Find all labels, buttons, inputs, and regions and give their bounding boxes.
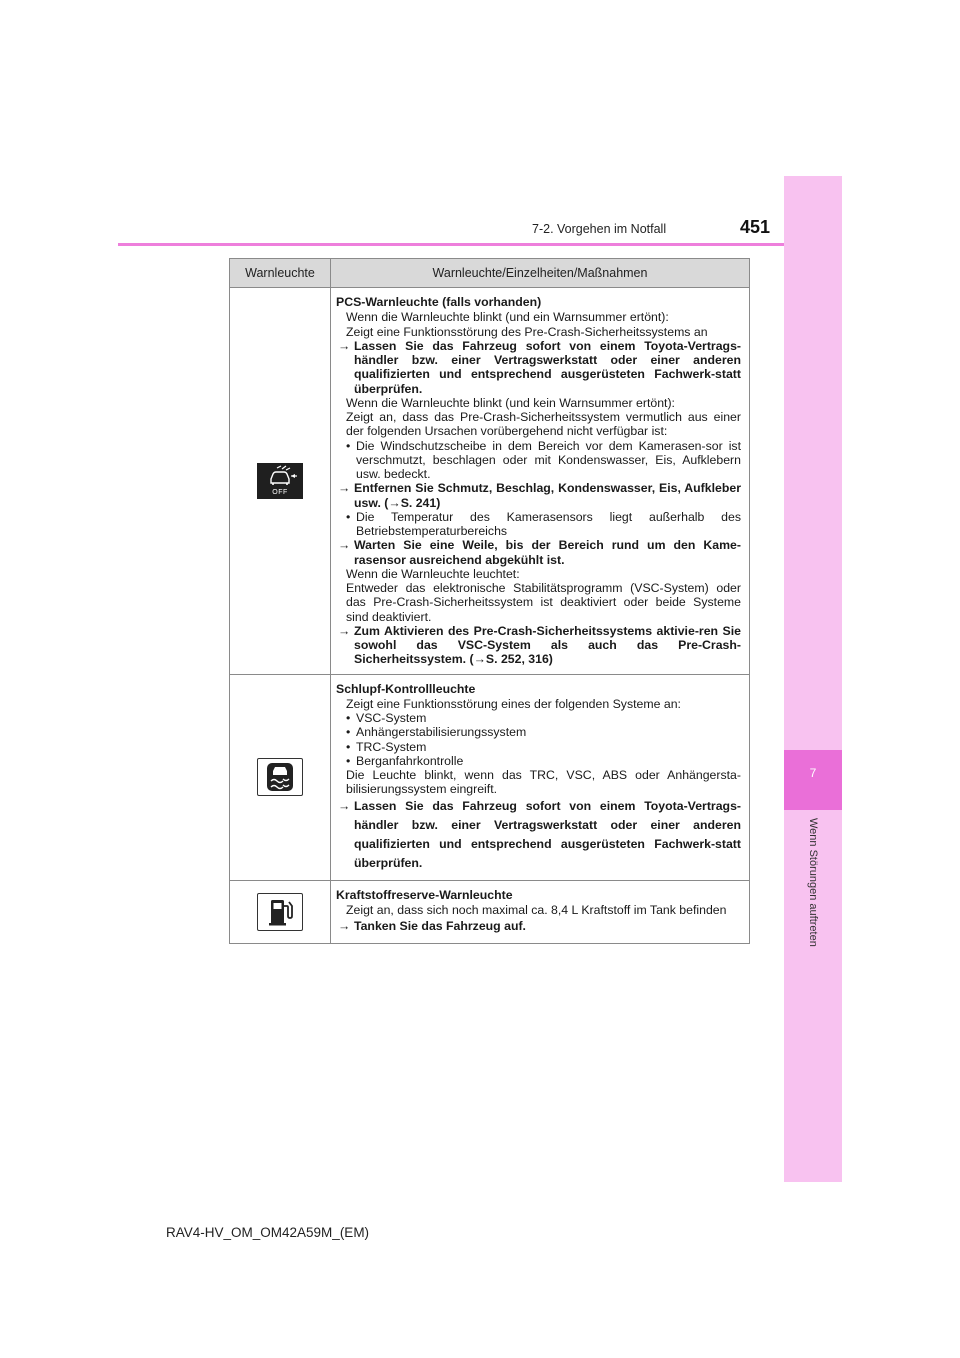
action-text-part: Zum Aktivieren des Pre-Crash-Sicherheitssystems aktivie-ren Sie sowohl das VSC-System als auch das Pre-Crash-Sicherheitssystem. ( bbox=[354, 623, 741, 667]
description-text: Zeigt an, dass sich noch maximal ca. 8,4 L Kraftstoff im Tank befinden bbox=[346, 902, 727, 917]
page-reference-link[interactable]: S. 252, 316) bbox=[485, 652, 553, 667]
table-row bbox=[230, 288, 750, 675]
system-bullet: • TRC-System bbox=[336, 740, 741, 754]
table-header-row bbox=[230, 259, 750, 288]
description-text: Zeigt an, dass das Pre-Crash-Sicherheitssystem vermutlich aus einer der folgenden Ursachen vorübergehend nicht verfügbar ist: bbox=[346, 410, 741, 439]
cause-bullet: • Die Temperatur des Kamerasensors liegt außerhalb des Betriebstemperaturbereichs bbox=[336, 510, 741, 539]
chapter-number-box bbox=[784, 750, 842, 810]
action-text: → Lassen Sie das Fahrzeug sofort von einem Toyota-Vertrags-händler bzw. einer Vertragswerkstatt oder einer anderen qualifizierten und entsprechend ausgerüsteten Fachwerk-statt überprüfen. bbox=[336, 797, 741, 873]
column-header-details: Warnleuchte/Einzelheiten/Maßnahmen bbox=[331, 259, 750, 288]
skid-indicator-icon bbox=[257, 758, 303, 796]
action-text: → Warten Sie eine Weile, bis der Bereich rund um den Kame-rasensor ausreichend abgekühlt ist. bbox=[336, 538, 741, 567]
cause-bullet: • Die Windschutzscheibe in dem Bereich vor dem Kamerasen-sor ist verschmutzt, beschlagen oder mit Kondenswasser, Eis, Aufklebern usw. bedeckt. bbox=[336, 439, 741, 482]
page-reference-link[interactable]: S. 241) bbox=[400, 495, 441, 510]
description-text: Zeigt eine Funktionsstörung des Pre-Crash-Sicherheitssystems an bbox=[346, 324, 708, 339]
row-title: Schlupf-Kontrollleuchte bbox=[336, 681, 476, 696]
condition-text: Wenn die Warnleuchte leuchtet: bbox=[346, 566, 520, 581]
chapter-number: 7 bbox=[809, 766, 817, 780]
action-text: → Zum Aktivieren des Pre-Crash-Sicherheitssystems aktivie-ren Sie sowohl das VSC-System als auch das Pre-Crash-Sicherheitssystem. (→S. 252, 316) bbox=[336, 624, 741, 667]
system-bullet: • Anhängerstabilisierungssystem bbox=[336, 725, 741, 739]
icon-cell bbox=[230, 880, 331, 944]
details-cell bbox=[331, 288, 750, 675]
chapter-side-tab bbox=[784, 176, 842, 1182]
action-text-part: Entfernen Sie Schmutz, Beschlag, Kondenswasser, Eis, Aufkleber usw. ( bbox=[354, 481, 741, 510]
action-text: → Entfernen Sie Schmutz, Beschlag, Kondenswasser, Eis, Aufkleber usw. (→S. 241) bbox=[336, 481, 741, 510]
description-text: Die Leuchte blinkt, wenn das TRC, VSC, ABS oder Anhängersta-bilisierungssystem eingreift. bbox=[346, 768, 741, 797]
row-title: Kraftstoffreserve-Warnleuchte bbox=[336, 887, 513, 902]
system-bullet: • Berganfahrkontrolle bbox=[336, 754, 741, 768]
table-row bbox=[230, 880, 750, 944]
document-code: RAV4-HV_OM_OM42A59M_(EM) bbox=[166, 1225, 370, 1240]
header-divider bbox=[118, 243, 784, 246]
row-title: PCS-Warnleuchte (falls vorhanden) bbox=[336, 295, 542, 309]
icon-off-label: OFF bbox=[272, 488, 288, 496]
section-title: 7-2. Vorgehen im Notfall bbox=[532, 222, 667, 236]
details-cell bbox=[331, 880, 750, 944]
condition-text: Wenn die Warnleuchte blinkt (und kein Warnsummer ertönt): bbox=[346, 395, 675, 410]
condition-text: Wenn die Warnleuchte blinkt (und ein Warnsummer ertönt): bbox=[346, 310, 669, 325]
description-text: Zeigt eine Funktionsstörung eines der folgenden Systeme an: bbox=[346, 696, 681, 711]
system-bullet: • VSC-System bbox=[336, 711, 741, 725]
fuel-pump-icon bbox=[257, 893, 303, 931]
chapter-label: Wenn Störungen auftreten bbox=[807, 818, 819, 947]
column-header-warnleuchte: Warnleuchte bbox=[230, 259, 331, 288]
details-cell bbox=[331, 674, 750, 880]
action-text: → Lassen Sie das Fahrzeug sofort von einem Toyota-Vertrags-händler bzw. einer Vertragswerkstatt oder einer anderen qualifizierten und entsprechend ausgerüsteten Fachwerk-statt überprüfen. bbox=[336, 339, 741, 396]
warning-light-table bbox=[229, 258, 750, 944]
icon-cell bbox=[230, 674, 331, 880]
action-text: → Tanken Sie das Fahrzeug auf. bbox=[336, 917, 741, 936]
table-row bbox=[230, 674, 750, 880]
page-number: 451 bbox=[740, 217, 771, 237]
pcs-warning-icon bbox=[257, 463, 303, 499]
description-text: Entweder das elektronische Stabilitätsprogramm (VSC-System) oder das Pre-Crash-Sicherheitssystem ist deaktiviert oder beide Systeme sind deaktiviert. bbox=[346, 581, 741, 624]
icon-cell bbox=[230, 288, 331, 675]
